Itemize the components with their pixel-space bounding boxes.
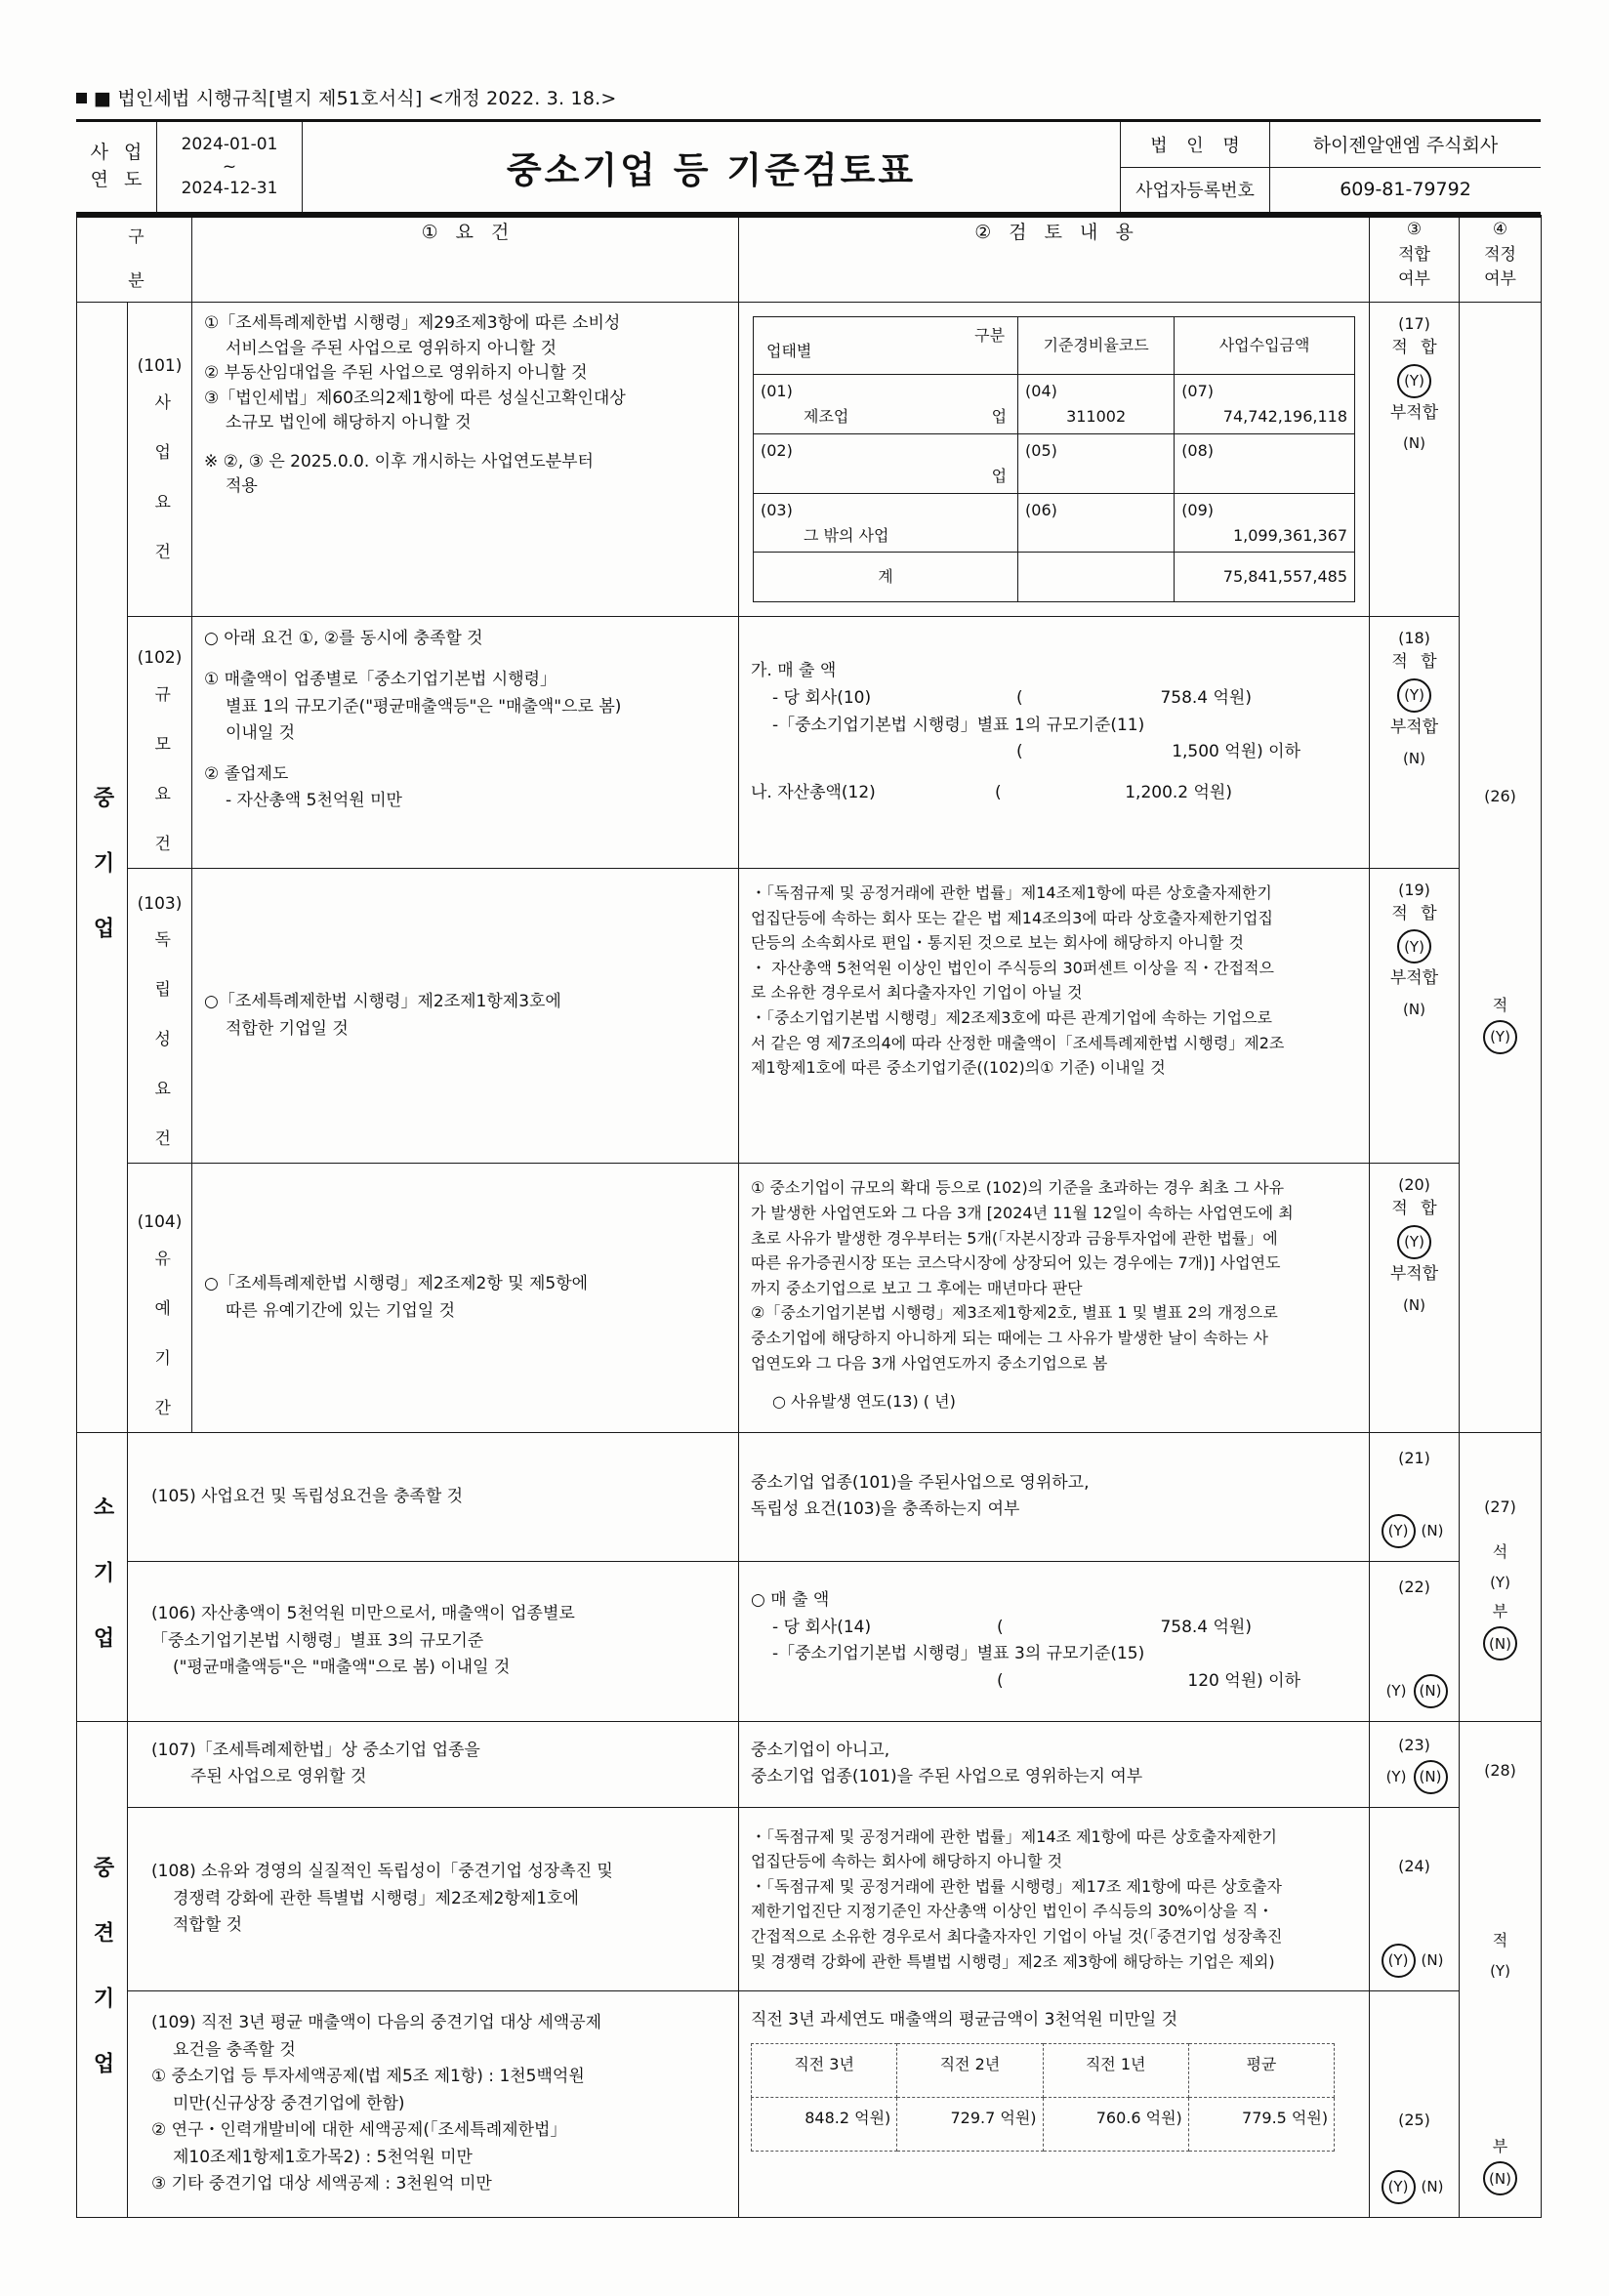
r106-standard-value: 120 억원) 이하 [1187,1670,1300,1691]
col-header-propriety [1460,217,1542,303]
r104-rev-line-6: 중소기업에 해당하지 아니하게 되는 때에는 그 사유가 발생한 날이 속하는 사 [751,1329,1268,1347]
revenue-row-01-amount: 74,742,196,118 [1222,406,1347,426]
r102-review-spacer [751,766,1359,780]
r102-standard-label: -「중소기업기본법 시행령」별표 1의 규모기준(11) [772,715,1145,735]
r109-req-line-6: ③ 기타 중견기업 대상 세액공제 : 3천원억 미만 [151,2174,492,2194]
revenue-total-code-blank [1018,553,1175,602]
r102-req-line-4: ② 졸업제도 [204,763,289,784]
revenue-row-01-amount-cell [1175,375,1355,434]
r108-rev-line-3: 제한기업진단 지정기준인 자산총액 이상인 법인이 주식등의 30%이상을 직・ [751,1902,1274,1921]
row-109-requirement [128,1990,739,2217]
r108-req-line-1: 경쟁력 강화에 관한 특별법 시행령」제2조제2항제1호에 [173,1888,579,1908]
r103-rev-line-1: 업집단등에 속하는 회사 또는 같은 법 제14조의3에 따라 상호출자제한기업집 [751,908,1273,927]
r101-req-line-4: 소규모 법인에 해당하지 아니할 것 [226,413,472,432]
r104-rev-line-7: 업연도와 그 다음 3개 사업연도까지 중소기업으로 봄 [751,1353,1108,1373]
table-row-108 [77,1807,1542,1990]
row-code-103: (103) [137,893,183,914]
r108-rev-line-0: ・「독점규제 및 공정거래에 관한 법률」제14조 제1항에 따른 상호출자제한기 [751,1826,1277,1846]
table-header-row [77,217,1542,303]
r106-conform-n[interactable]: (N) [1414,1674,1448,1708]
group-label-midsize-text: 중 견 기 업 [90,1855,114,2083]
col-header-division [77,217,192,303]
table-row-104 [77,1164,1542,1433]
p28-label-1: 적 [1492,1931,1508,1950]
revenue-row-02-amount-cell [1175,433,1355,493]
form-sheet [76,84,1541,2218]
r106-standard-open: ( [997,1670,1004,1691]
three-year-value-2: 760.6 억원) [1043,2098,1188,2152]
r101-req-line-6: 적용 [226,476,258,496]
r104-rev-line-3: 따른 유가증권시장 또는 코스닥시장에 상장되어 있는 경우에는 7개)] 사업연도 [751,1253,1281,1273]
r106-company-sales-value: 758.4 억원) [1160,1617,1252,1637]
col-header-propriety-l2: 여부 [1484,269,1516,289]
propriety-28-cell[interactable] [1460,1721,1542,2217]
row-label-103: 독 립 성 요 건 [150,930,171,1154]
r102-conform-fail-mark[interactable]: (N) [1403,749,1425,767]
row-106-review [739,1561,1370,1721]
group-label-sme [77,303,128,1433]
r106-req-line-2: ("평균매출액등"은 "매출액"으로 봄) 이내일 것 [173,1658,511,1678]
r103-conform-num: (19) [1398,880,1430,899]
r102-assets-open: ( [995,782,1002,802]
r101-conform-num: (17) [1398,314,1430,333]
r102-conform-fail-label: 부적합 [1389,717,1439,737]
r102-req-line-1: ① 매출액이 업종별로「중소기업기본법 시행령」 [204,669,557,689]
row-101-requirement [192,303,739,617]
r103-conform-fail-label: 부적합 [1389,968,1439,989]
r101-conform-fail-mark[interactable]: (N) [1403,434,1425,453]
r101-conform-pass-label: 적 합 [1391,338,1441,357]
business-year-label-line2: 연 도 [90,169,147,190]
col-header-conformity-num: ③ [1406,220,1423,239]
revenue-row-02-code-cell [1018,433,1175,493]
revenue-table-header-row [754,317,1355,375]
revenue-row-02 [754,433,1355,493]
r102-conform-pass-mark[interactable]: (Y) [1397,678,1431,713]
p28-label-2: 부 [1492,2137,1508,2156]
p26-label: 적 [1492,995,1508,1014]
row-103-requirement [192,868,739,1164]
r109-req-line-3: 미만(신규상장 중견기업에 한함) [173,2093,405,2113]
group-label-small [77,1432,128,1721]
r101-conform-pass-mark[interactable]: (Y) [1397,364,1431,398]
r107-conform-n[interactable]: (N) [1414,1760,1448,1794]
r103-rev-line-5: ・「중소기업기본법 시행령」제2조제3호에 따른 관계기업에 속하는 기업으로 [751,1007,1273,1027]
r108-rev-line-2: ・「독점규제 및 공정거래에 관한 법률 시행령」제17조 제1항에 따른 상호출자 [751,1876,1282,1896]
revenue-row-01-num: (01) [761,382,793,400]
r103-conform-fail-mark[interactable]: (N) [1403,1001,1425,1019]
revenue-row-02-suffix: 업 [991,466,1008,485]
r104-rev-line-4: 까지 중소기업으로 보고 그 후에는 매년마다 판단 [751,1278,1083,1297]
r105-conform-n[interactable]: (N) [1421,1522,1444,1540]
biz-reg-row [1121,167,1541,213]
revenue-row-02-codenum: (05) [1025,440,1057,460]
r109-req-line-1: 요건을 충족할 것 [173,2039,296,2060]
r104-conform-fail-label: 부적합 [1389,1263,1439,1284]
r106-req-line-1: 「중소기업기본법 시행령」별표 3의 규모기준 [151,1630,484,1651]
row-106-requirement [128,1561,739,1721]
r101-req-line-5: ※ ②, ③ 은 2025.0.0. 이후 개시하는 사업연도분부터 [204,451,594,472]
r108-req-line-0: (108) 소유와 경영의 실질적인 독립성이「중견기업 성장촉진 및 [151,1862,613,1882]
table-row-107 [77,1721,1542,1807]
r103-rev-line-4: 로 소유한 경우로서 최다출자자인 기업이 아닐 것 [751,983,1083,1003]
r102-company-sales-open: ( [1016,687,1023,708]
r103-rev-line-0: ・「독점규제 및 공정거래에 관한 법률」제14조제1항에 따른 상호출자제한기 [751,882,1272,902]
three-year-value-3: 779.5 억원) [1188,2098,1334,2152]
row-104-requirement [192,1164,739,1433]
r109-req-line-0: (109) 직전 3년 평균 매출액이 다음의 중견기업 대상 세액공제 [151,2013,602,2033]
r103-req-line-0: ○「조세특례제한법 시행령」제2조제1항제3호에 [204,992,561,1012]
revenue-header-expense-code: 기준경비율코드 [1018,317,1175,375]
r109-conform-num: (25) [1398,2110,1430,2129]
r103-rev-line-7: 제1항제1호에 따른 중소기업기준((102)의① 기준) 이내일 것 [751,1058,1166,1078]
r109-conform-y[interactable]: (Y) [1382,2170,1416,2204]
row-108-requirement [128,1807,739,1990]
row-label-101: 사 업 요 건 [150,392,171,566]
business-year-label-line1: 사 업 [90,142,147,164]
revenue-row-03-codenum: (06) [1025,500,1057,519]
row-102-requirement [192,617,739,869]
table-row-105 [77,1432,1542,1561]
row-label-104: 유 예 기 간 [150,1249,171,1422]
table-row-101 [77,303,1542,617]
col-header-division-label: 구 분 [124,227,144,292]
r106-company-sales-open: ( [997,1617,1004,1637]
r105-req: (105) 사업요건 및 독립성요건을 충족할 것 [151,1486,464,1506]
three-year-header-2: 직전 1년 [1043,2044,1188,2098]
group-label-small-text: 소 기 업 [90,1496,114,1659]
r102-standard-open: ( [1016,742,1023,762]
period-end: 2024-12-31 [181,179,278,199]
r106-sales-title: ○ 매 출 액 [751,1590,830,1611]
r101-req-line-0: ①「조세특례제한법 시행령」제29조제3항에 따른 소비성 [204,313,621,333]
revenue-row-01-biztype: 제조업 [804,406,849,426]
r106-company-sales-label: - 당 회사(14) [772,1617,872,1637]
revenue-row-02-biztype-cell [754,433,1018,493]
revenue-row-02-num: (02) [761,440,793,460]
r107-rev-line-0: 중소기업이 아니고, [751,1740,890,1760]
revenue-header-amount: 사업수입금액 [1175,317,1355,375]
row-code-101-cell [128,303,192,617]
r109-conform-n[interactable]: (N) [1421,2178,1444,2196]
r104-req-line-1: 따른 유예기간에 있는 기업일 것 [226,1300,456,1321]
revenue-total-label: 계 [754,553,1018,602]
revenue-header-biztype: 업태별 [766,342,812,361]
r101-req-spacer [204,436,728,450]
masthead [76,119,1541,215]
r104-conform-num: (20) [1398,1175,1430,1195]
row-103-review [739,868,1370,1164]
r106-conform-num: (22) [1398,1577,1430,1596]
r109-req-line-2: ① 중소기업 등 투자세액공제(법 제5조 제1항) : 1천5백억원 [151,2067,585,2087]
col-header-propriety-l1: 적정 [1484,244,1516,265]
r104-req-line-0: ○「조세특례제한법 시행령」제2조제2항 및 제5항에 [204,1274,589,1294]
col-header-review: ② 검 토 내 용 [739,217,1370,303]
r107-conform-num: (23) [1398,1735,1430,1754]
criteria-table-wrapper [76,215,1541,2218]
period-start: 2024-01-01 [181,134,278,154]
r102-req-line-5: - 자산총액 5천억원 미만 [226,791,402,811]
r102-req-line-2: 별표 1의 규모기준("평균매출액등"은 "매출액"으로 봄) [226,696,622,717]
r103-conform-pass-mark[interactable]: (Y) [1397,929,1431,964]
revenue-row-02-amtnum: (08) [1181,440,1215,460]
p27-label-1: 석 [1492,1542,1508,1562]
r102-req-line-3: 이내일 것 [226,723,296,744]
r105-conform-num: (21) [1398,1448,1430,1467]
r108-conform-num: (24) [1398,1856,1430,1875]
r102-req-spacer-1 [204,653,728,667]
corp-name-label: 법 인 명 [1121,122,1270,167]
revenue-row-03-amount: 1,099,361,367 [1232,525,1347,545]
r107-conform-y[interactable]: (Y) [1385,1768,1407,1786]
table-row-103 [77,868,1542,1164]
r107-req-line-1: 주된 사업으로 영위할 것 [190,1767,367,1787]
revenue-header-corner [754,317,1018,375]
group-label-midsize [77,1721,128,2217]
business-year-label [76,122,156,212]
r104-conform-pass-mark[interactable]: (Y) [1397,1225,1431,1259]
r105-rev-line-0: 중소기업 업종(101)을 주된사업으로 영위하고, [751,1472,1090,1493]
revenue-row-01-code-cell [1018,375,1175,434]
col-header-conformity [1370,217,1460,303]
row-103-conformity[interactable] [1370,868,1460,1164]
propriety-27-cell[interactable] [1460,1432,1542,1721]
r108-conform-y[interactable]: (Y) [1382,1944,1416,1978]
p27-mark-n[interactable]: (N) [1483,1626,1517,1660]
three-year-header-1: 직전 2년 [897,2044,1043,2098]
row-106-conformity[interactable] [1370,1561,1460,1721]
propriety-26-cell[interactable] [1460,303,1542,1433]
corp-name-row [1121,122,1541,167]
three-year-value-1: 729.7 억원) [897,2098,1043,2152]
p28-mark-n[interactable]: (N) [1483,2161,1517,2195]
row-101-conformity[interactable] [1370,303,1460,617]
r103-rev-line-2: 단등의 소속회사로 편입・통지된 것으로 보는 회사에 해당하지 아니할 것 [751,933,1244,953]
col-header-conformity-l1: 적합 [1398,244,1430,265]
r102-standard-value: 1,500 억원) 이하 [1172,742,1300,762]
row-109-conformity[interactable] [1370,1990,1460,2217]
three-year-sales-table [751,2043,1335,2152]
row-104-conformity[interactable] [1370,1164,1460,1433]
row-104-review [739,1164,1370,1433]
r104-rev-line-0: ① 중소기업이 규모의 확대 등으로 (102)의 기준을 초과하는 경우 최초 그 사유 [751,1178,1285,1198]
r101-req-line-2: ② 부동산임대업을 주된 사업으로 영위하지 아니할 것 [204,363,588,383]
revenue-row-01 [754,375,1355,434]
r107-req-line-0: (107)「조세특례제한법」상 중소기업 업종을 [151,1740,480,1760]
row-102-review [739,617,1370,869]
r102-sales-title: 가. 매 출 액 [751,661,837,681]
form-reference-note [76,84,1541,110]
page-title: 중소기업 등 기준검토표 [506,149,917,191]
three-year-value-0: 848.2 억원) [752,2098,897,2152]
p27-mark-y[interactable]: (Y) [1490,1573,1510,1591]
r102-conform-pass-label: 적 합 [1391,652,1441,673]
p27-num: (27) [1484,1497,1516,1517]
three-year-header-0: 직전 3년 [752,2044,897,2098]
r101-req-line-3: ③「법인세법」제60조의2제1항에 따른 성실신고확인대상 [204,388,626,408]
r102-req-line-0: ○ 아래 요건 ①, ②를 동시에 충족할 것 [204,629,483,649]
row-code-104-cell [128,1164,192,1433]
r104-rev-line-2: 초로 사유가 발생한 경우부터는 5개(「자본시장과 금융투자업에 관한 법률」에 [751,1228,1278,1248]
r102-req-spacer-2 [204,748,728,761]
r107-rev-line-1: 중소기업 업종(101)을 주된 사업으로 영위하는지 여부 [751,1767,1143,1787]
p28-mark-y[interactable]: (Y) [1490,1961,1510,1980]
row-107-conformity[interactable] [1370,1721,1460,1807]
r104-rev-line-5: ②「중소기업기본법 시행령」제3조제1항제2호, 별표 1 및 별표 2의 개정으로 [751,1303,1278,1323]
criteria-table [76,215,1542,2218]
row-105-review [739,1432,1370,1561]
r108-conform-n[interactable]: (N) [1421,1951,1444,1970]
revenue-breakdown-table [753,316,1355,602]
revenue-total-amount: 75,841,557,485 [1175,553,1355,602]
row-107-requirement [128,1721,739,1807]
revenue-row-03-num: (03) [761,500,793,519]
row-109-review [739,1990,1370,2217]
r104-rev-line-1: 가 발생한 사업연도와 그 다음 3개 [2024년 11월 12일이 속하는 사업연도에 최 [751,1204,1294,1223]
revenue-row-03-amtnum: (09) [1181,500,1215,519]
table-row-106 [77,1561,1542,1721]
revenue-row-01-codenum: (04) [1025,382,1057,400]
r102-company-sales-value: 758.4 억원) [1160,687,1252,708]
table-row-109 [77,1990,1542,2217]
r108-rev-line-1: 업집단등에 속하는 회사에 해당하지 아니할 것 [751,1852,1063,1871]
row-105-conformity[interactable] [1370,1432,1460,1561]
three-year-header-3: 평균 [1188,2044,1334,2098]
table-row-102 [77,617,1542,869]
r105-rev-line-1: 독립성 요건(103)을 충족하는지 여부 [751,1499,1020,1520]
revenue-row-01-suffix: 업 [991,406,1008,426]
r108-rev-line-4: 간접적으로 소유한 경우로서 최다출자자인 기업이 아닐 것(「중견기업 성장촉진 [751,1927,1283,1947]
r102-assets-value: 1,200.2 억원) [1125,782,1232,802]
r104-rev-spacer [751,1375,1359,1389]
r102-assets-label: 나. 자산총액(12) [751,782,876,802]
row-code-104: (104) [137,1212,183,1233]
r106-req-line-0: (106) 자산총액이 5천억원 미만으로서, 매출액이 업종별로 [151,1604,575,1624]
col-header-conformity-l2: 여부 [1398,269,1430,289]
company-info [1120,122,1541,212]
p26-mark[interactable]: (Y) [1483,1020,1517,1054]
row-code-102-cell [128,617,192,869]
row-101-review [739,303,1370,617]
r103-req-line-1: 적합한 기업일 것 [226,1018,349,1039]
row-code-101: (101) [137,356,183,377]
r102-company-sales-label: - 당 회사(10) [772,687,872,708]
row-107-review [739,1721,1370,1807]
group-label-sme-text: 중 기 업 [90,786,114,949]
r104-conform-pass-label: 적 합 [1391,1199,1441,1219]
row-102-conformity[interactable] [1370,617,1460,869]
r108-req-line-2: 적합할 것 [173,1915,243,1936]
row-108-conformity[interactable] [1370,1807,1460,1990]
biz-reg-value: 609-81-79792 [1340,179,1471,201]
row-code-102: (102) [137,648,183,669]
r108-rev-line-5: 및 경쟁력 강화에 관한 특별법 시행령」제2조 제3항에 해당하는 기업은 제외) [751,1951,1275,1971]
r109-review-title: 직전 3년 과세연도 매출액의 평균금액이 3천억원 미만일 것 [751,2009,1178,2030]
r105-conform-y[interactable]: (Y) [1382,1514,1416,1548]
r103-rev-line-6: 서 같은 영 제7조의4에 따라 산정한 매출액이「조세특례제한법 시행령」제2조 [751,1033,1285,1052]
corp-name-value: 하이젠알앤엠 주식회사 [1312,135,1499,157]
p28-num: (28) [1484,1761,1516,1781]
r103-conform-pass-label: 적 합 [1391,903,1441,923]
r106-standard-label: -「중소기업기본법 시행령」별표 3의 규모기준(15) [772,1644,1145,1664]
row-code-103-cell [128,868,192,1164]
three-year-header-row [752,2044,1335,2098]
r109-req-line-4: ② 연구・인력개발비에 대한 세액공제(「조세특례제한법」 [151,2120,567,2141]
p26-num: (26) [1484,786,1516,805]
r101-conform-fail-label: 부적합 [1389,402,1439,423]
business-year-value [156,122,303,212]
p27-label-2: 부 [1492,1602,1508,1621]
r104-conform-fail-mark[interactable]: (N) [1403,1295,1425,1314]
r103-rev-line-3: ・ 자산총액 5천억원 이상인 법인이 주식등의 30퍼센트 이상을 직・간접적으 [751,958,1274,977]
row-108-review [739,1807,1370,1990]
revenue-row-03 [754,493,1355,553]
three-year-value-row [752,2098,1335,2152]
r104-rev-footer: ○ 사유발생 연도(13) ( 년) [772,1392,956,1412]
revenue-row-03-amount-cell [1175,493,1355,553]
period-tilde: ~ [222,156,237,177]
row-105-requirement [128,1432,739,1561]
row-label-102: 규 모 요 건 [150,684,171,858]
revenue-row-01-biztype-cell [754,375,1018,434]
revenue-header-division: 구분 [974,326,1006,345]
revenue-row-01-amtnum: (07) [1181,382,1215,400]
revenue-row-01-code: 311002 [1066,406,1127,426]
form-reference-text: ■ 법인세법 시행규칙[별지 제51호서식] <개정 2022. 3. 18.> [94,88,617,109]
revenue-row-03-code-cell [1018,493,1175,553]
revenue-total-row [754,553,1355,602]
col-header-requirement: ① 요 건 [192,217,739,303]
r109-req-line-5: 제10조제1항제1호가목2) : 5천억원 미만 [173,2147,473,2167]
col-header-propriety-num: ④ [1492,220,1508,239]
r102-conform-num: (18) [1398,629,1430,648]
r106-conform-y[interactable]: (Y) [1385,1682,1407,1701]
biz-reg-label: 사업자등록번호 [1121,168,1270,213]
r101-req-line-1: 서비스업을 주된 사업으로 영위하지 아니할 것 [226,338,557,358]
revenue-row-03-biztype: 그 밖의 사업 [804,525,889,545]
bullet-square-icon [76,93,87,103]
revenue-row-03-biztype-cell [754,493,1018,553]
